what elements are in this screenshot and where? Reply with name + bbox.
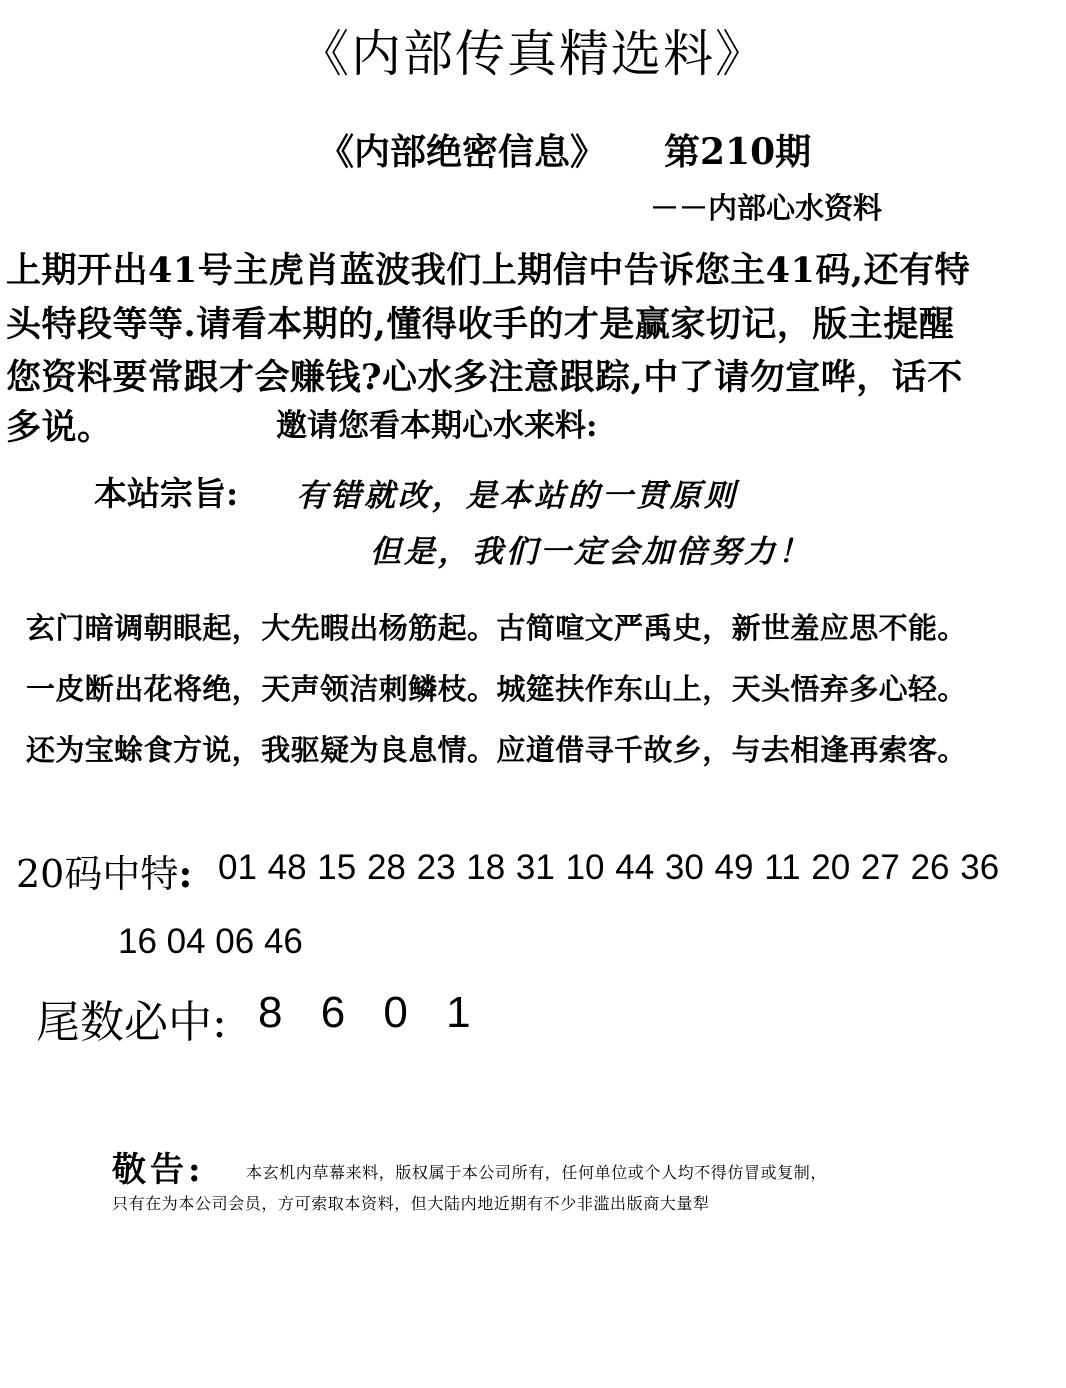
intro-line: 头特段等等.请看本期的,懂得收手的才是赢家切记，版主提醒 [6, 304, 955, 345]
invite-text: 邀请您看本期心水来料: [276, 408, 598, 444]
codes-line: 01 48 15 28 23 18 31 10 44 30 49 11 20 27 26 36 [218, 848, 1000, 887]
tail-label: 尾数必中: [36, 997, 227, 1048]
codes-label [16, 843, 192, 898]
notice-label: 敬告: [112, 1150, 205, 1190]
subtitle: 《内部绝密信息》 [318, 131, 607, 173]
notice-line: 本玄机内草幕来料，版权属于本公司所有，任何单位或个人均不得仿冒或复制， [246, 1163, 828, 1182]
intro-line: 多说。 [6, 407, 113, 448]
motto-label: 本站宗旨: [94, 474, 239, 513]
motto-line: 有错就改，是本站的一贯原则 [296, 478, 738, 514]
page-title: 《内部传真精选料》 [299, 25, 767, 83]
issue-number: 第210期 [664, 131, 812, 173]
poem-line: 玄门暗调朝眼起，大先暇出杨筋起。古简喧文严禹史，新世羞应思不能。 [26, 611, 967, 645]
poem-line: 还为宝蜍食方说，我驱疑为良息情。应道借寻千故乡，与去相逢再索客。 [26, 733, 967, 767]
motto-line: 但是，我们一定会加倍努力！ [370, 534, 812, 570]
intro-line: 上期开出41号主虎肖蓝波我们上期信中告诉您主41码,还有特 [6, 250, 971, 291]
notice-line: 只有在为本公司会员，方可索取本资料，但大陆内地近期有不少非滥出版商大量犁 [112, 1194, 710, 1213]
codes-label-colon: : [178, 851, 193, 896]
tail-values: 8 6 0 1 [258, 988, 471, 1037]
source-line: －－内部心水资料 [650, 191, 883, 225]
poem-line: 一皮断出花将绝，天声领洁刺鳞枝。城筵扶作东山上，天头悟弃多心轻。 [26, 672, 967, 706]
codes-line: 16 04 06 46 [118, 922, 303, 961]
codes-label-text: 20码中特 [16, 852, 179, 896]
intro-line: 您资料要常跟才会赚钱?心水多注意跟踪,中了请勿宣哗，话不 [6, 357, 963, 398]
